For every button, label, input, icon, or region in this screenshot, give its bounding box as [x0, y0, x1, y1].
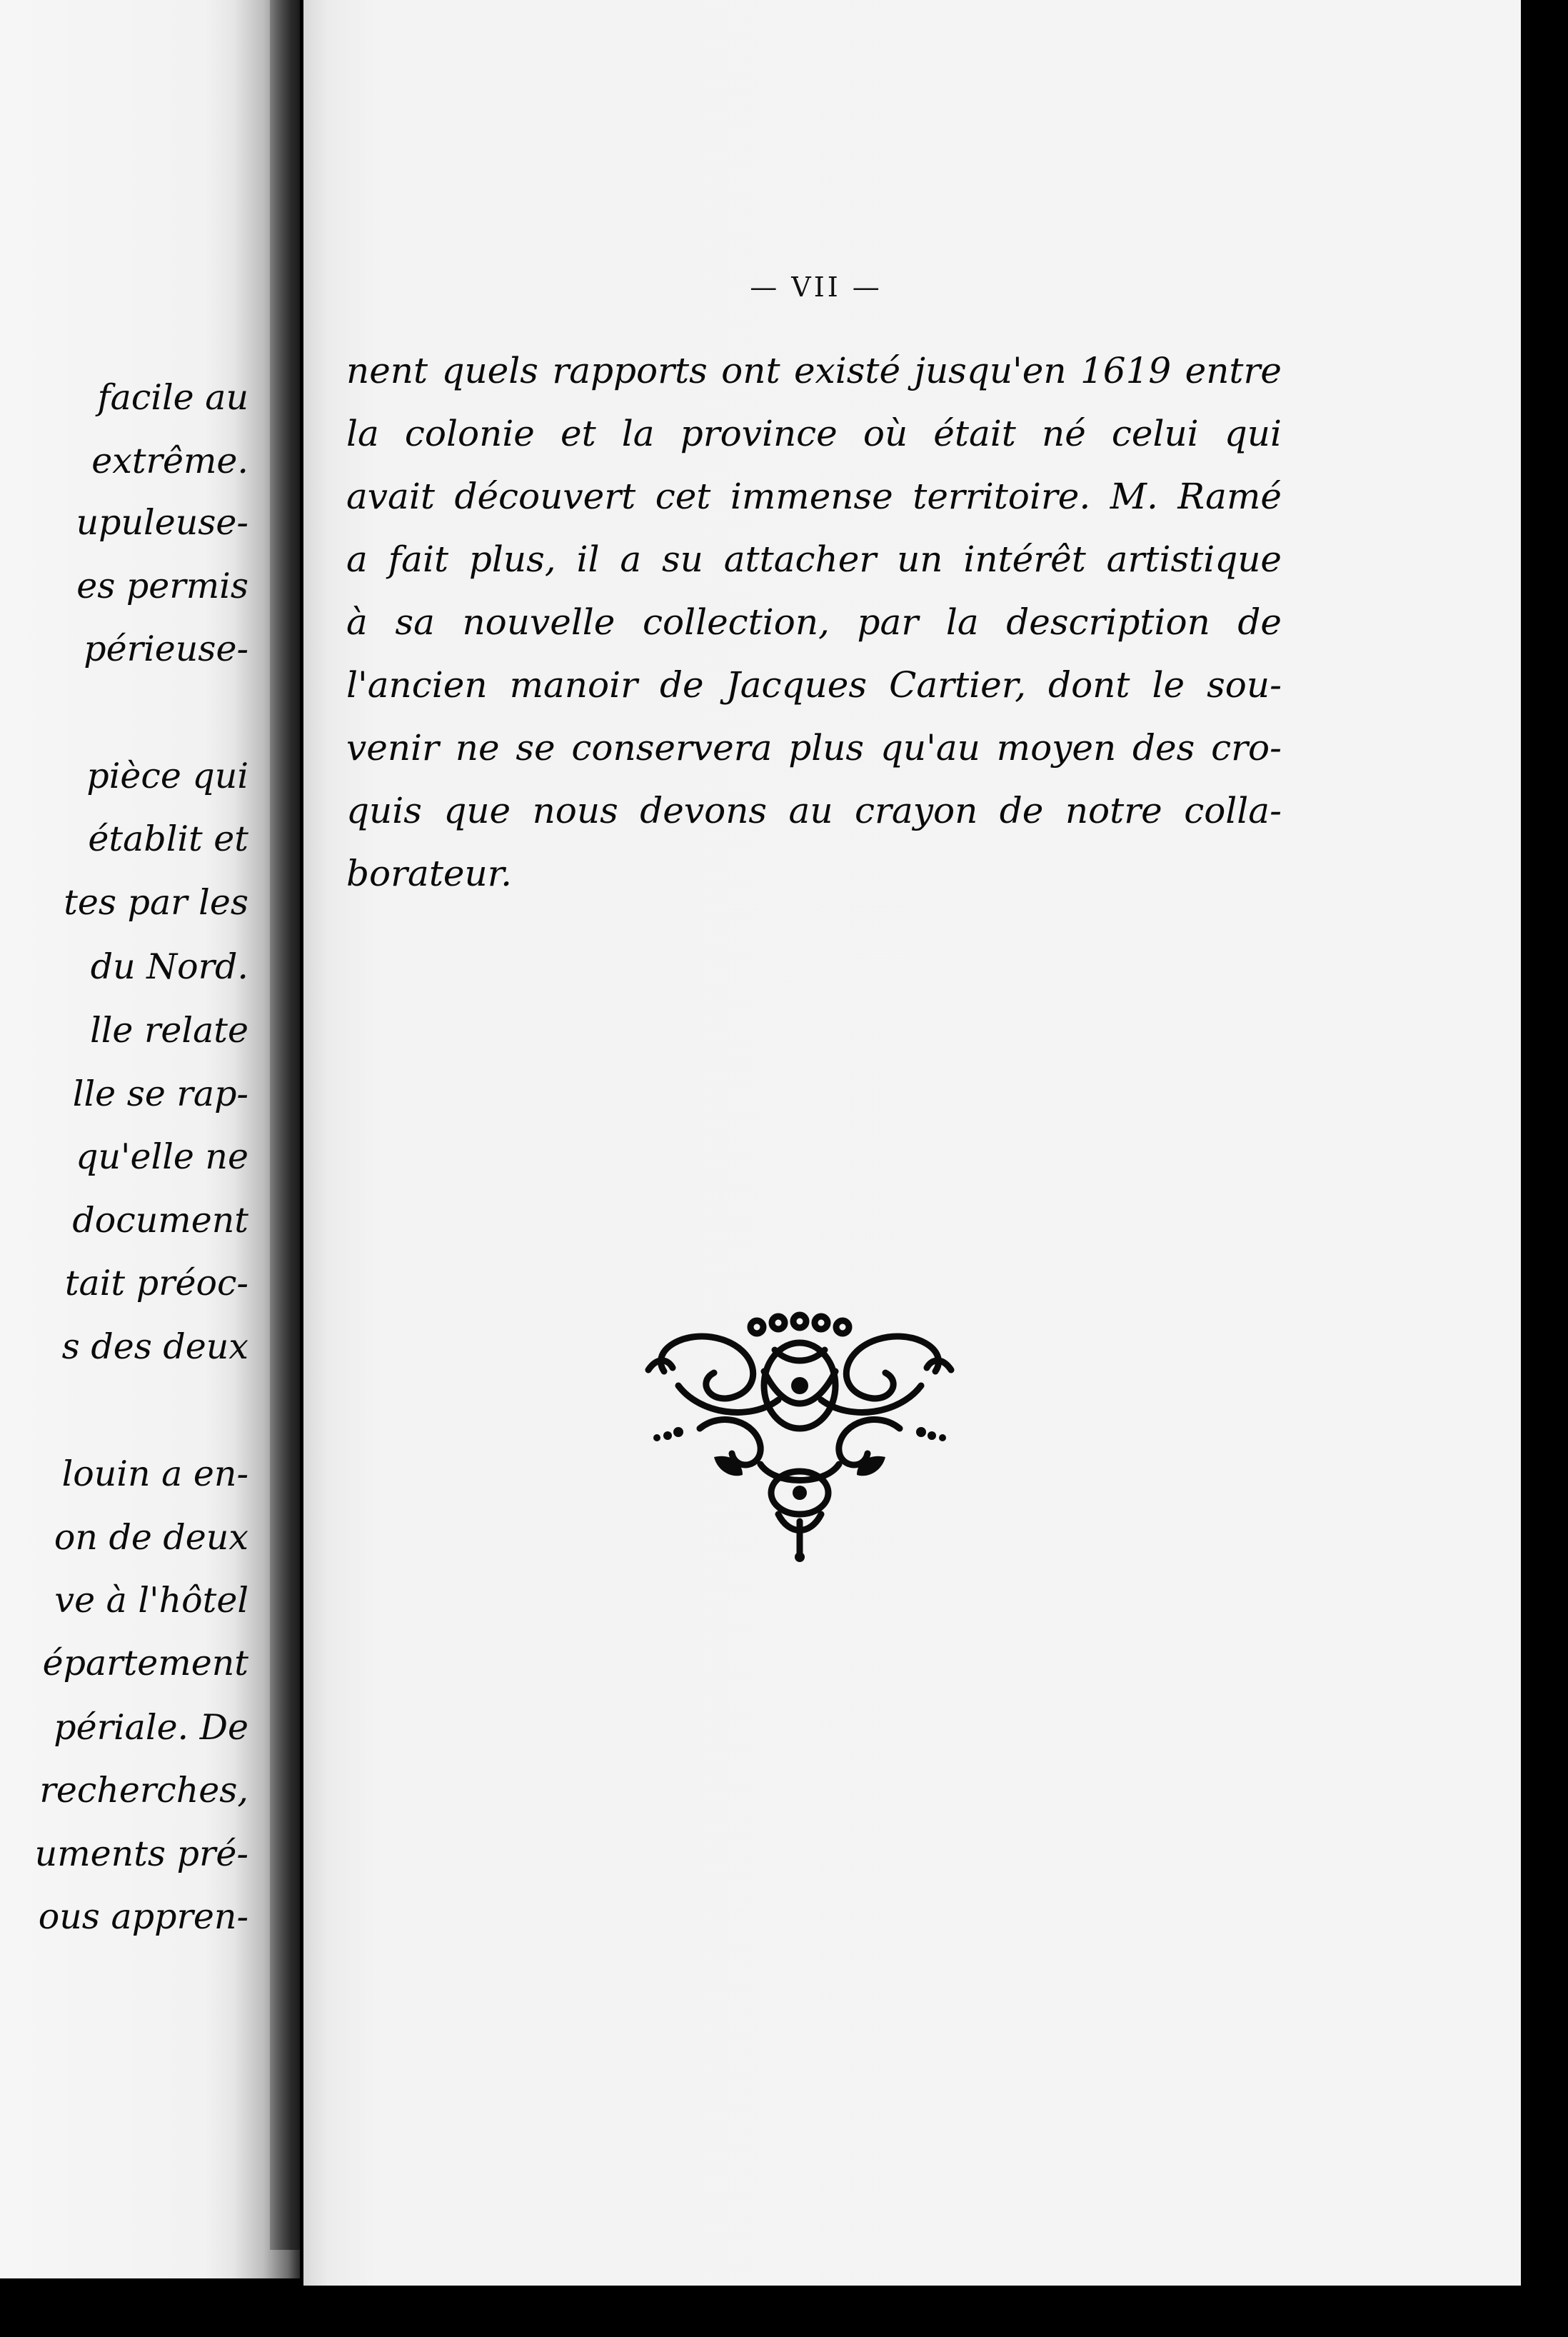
- paragraph-line: à sa nouvelle collection, par la description de: [346, 601, 1282, 643]
- left-page-line: uments pré-: [34, 1833, 248, 1874]
- left-page-line: ous appren-: [38, 1896, 248, 1937]
- paragraph-line: quis que nous devons au crayon de notre colla-: [346, 790, 1282, 831]
- left-page-line: lle relate: [90, 1010, 248, 1051]
- left-page-line: qu'elle ne: [76, 1136, 248, 1177]
- left-page-line: périeuse-: [84, 629, 248, 669]
- paragraph-line: venir ne se conservera plus qu'au moyen des cro-: [346, 727, 1282, 769]
- left-page-line: épartement: [42, 1643, 248, 1683]
- cul-de-lampe-ornament-icon: [635, 1307, 964, 1564]
- left-page-line: du Nord.: [90, 946, 248, 987]
- paragraph-line: l'ancien manoir de Jacques Cartier, dont le sou-: [346, 664, 1282, 706]
- paragraph-line: avait découvert cet immense territoire. M. Ramé: [346, 476, 1282, 517]
- left-page-line: tes par les: [64, 882, 248, 923]
- page-number: — VII —: [750, 271, 883, 303]
- left-page-line: upuleuse-: [76, 502, 248, 543]
- left-page-line: pièce qui: [86, 756, 248, 796]
- left-page-line: facile au: [97, 377, 248, 418]
- left-page-line: ve à l'hôtel: [54, 1580, 248, 1621]
- paragraph-line: borateur.: [346, 853, 513, 894]
- left-page-line: on de deux: [54, 1517, 248, 1558]
- left-page-line: établit et: [88, 819, 248, 859]
- left-page-line: s des deux: [61, 1326, 248, 1367]
- paragraph-line: nent quels rapports ont existé jusqu'en 1619 entre: [346, 350, 1282, 391]
- left-page-line: tait préoc-: [64, 1263, 248, 1303]
- left-page-line: extrême.: [91, 441, 248, 481]
- left-page-line: es permis: [76, 566, 248, 606]
- left-page: [0, 0, 300, 2278]
- left-page-line: louin a en-: [61, 1453, 248, 1494]
- left-page-line: lle se rap-: [72, 1074, 248, 1114]
- paragraph-line: la colonie et la province où était né celui qui: [346, 413, 1282, 454]
- scan-border: [1521, 0, 1568, 2337]
- left-page-line: périale. De: [54, 1707, 248, 1748]
- left-page-line: recherches,: [39, 1770, 248, 1811]
- left-page-line: document: [72, 1200, 248, 1241]
- right-page: [303, 0, 1521, 2286]
- paragraph-line: a fait plus, il a su attacher un intérêt artistique: [346, 539, 1282, 580]
